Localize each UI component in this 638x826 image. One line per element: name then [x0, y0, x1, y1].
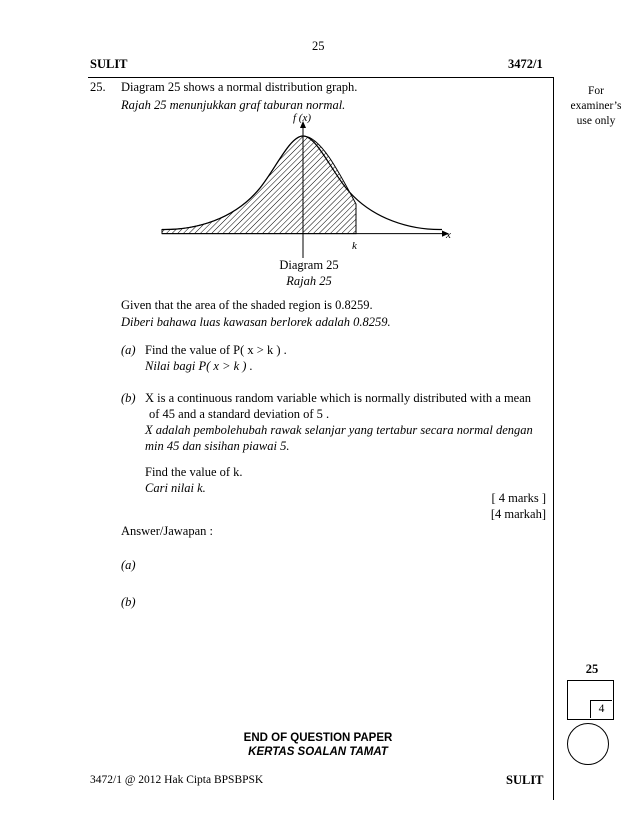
part-a-ms: Nilai bagi P( x > k ) . — [145, 359, 253, 373]
caption-en: Diagram 25 — [279, 258, 339, 272]
footer-copyright: 3472/1 @ 2012 Hak Cipta BPSBPSK — [90, 774, 264, 786]
answer-b-label: (b) — [121, 595, 136, 609]
marks-ms: [4 markah] — [490, 507, 546, 521]
examiner-line-2: examiner’s — [570, 100, 622, 112]
answer-label: Answer/Jawapan : — [121, 524, 213, 538]
question-number: 25. — [90, 80, 106, 94]
x-axis-label: x — [446, 229, 451, 241]
part-b-label: (b) — [121, 391, 136, 405]
header-divider — [88, 77, 554, 78]
header-sulit: SULIT — [90, 57, 128, 71]
part-a-en: Find the value of P( x > k ) . — [145, 343, 287, 357]
end-ms: KERTAS SOALAN TAMAT — [248, 746, 388, 758]
marks-en: [ 4 marks ] — [491, 491, 546, 505]
end-en: END OF QUESTION PAPER — [243, 732, 393, 744]
part-b-line2-en: of 45 and a standard deviation of 5 . — [149, 407, 330, 421]
answer-a-label: (a) — [121, 558, 136, 572]
intro-en: Diagram 25 shows a normal distribution graph. — [121, 80, 358, 94]
k-label: k — [352, 240, 357, 252]
part-b-line2-ms: min 45 dan sisihan piawai 5. — [145, 439, 290, 453]
shaded-region — [162, 136, 356, 234]
intro-ms: Rajah 25 menunjukkan graf taburan normal. — [121, 98, 346, 112]
part-b-line1-en: X is a continuous random variable which is normally distributed with a mean — [145, 391, 532, 405]
header-code: 3472/1 — [508, 57, 543, 71]
part-a-label: (a) — [121, 343, 136, 357]
y-axis-label: f (x) — [293, 112, 312, 124]
footer-left — [90, 773, 263, 788]
given-en: Given that the area of the shaded region is 0.8259. — [121, 298, 373, 312]
part-b-line1-ms: X adalah pembolehubah rawak selanjar yang tertabur secara normal dengan — [145, 423, 533, 437]
given-ms: Diberi bahawa luas kawasan berlorek adalah 0.8259. — [121, 315, 391, 329]
page-number: 25 — [312, 39, 325, 53]
part-b-find-en: Find the value of k. — [145, 465, 243, 479]
examiner-line-3: use only — [576, 115, 616, 127]
caption-ms: Rajah 25 — [286, 274, 332, 288]
margin-divider — [553, 78, 554, 800]
marks-value: 4 — [590, 700, 612, 718]
examiner-line-1: For — [588, 85, 604, 97]
score-circle — [567, 723, 609, 765]
diagram-caption — [272, 257, 346, 289]
footer-sulit: SULIT — [506, 773, 544, 787]
part-b-find-ms: Cari nilai k. — [145, 481, 206, 495]
question-box-number: 25 — [585, 662, 599, 676]
examiner-note — [556, 84, 636, 129]
